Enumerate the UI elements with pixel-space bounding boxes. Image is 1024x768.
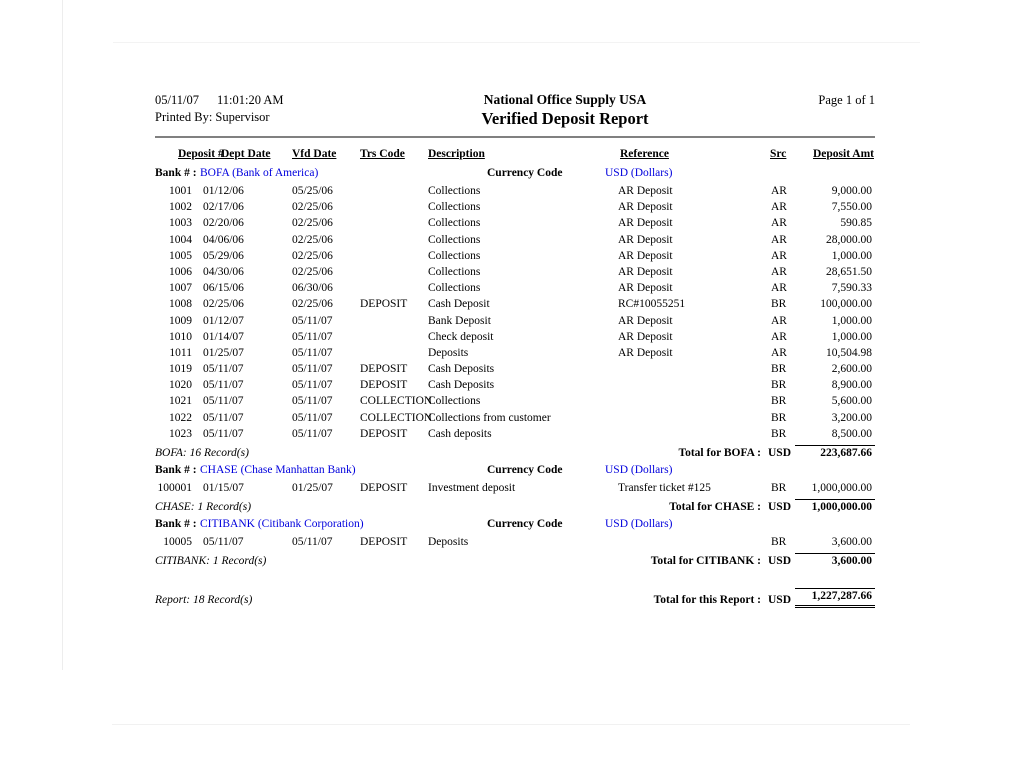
column-header-trs-code: Trs Code <box>360 148 405 160</box>
group-total-row <box>155 496 875 515</box>
cell-trs-code <box>360 248 428 264</box>
group-total-amount: 3,600.00 <box>795 553 875 569</box>
cell-deposit-amt: 1,000.00 <box>831 314 872 327</box>
cell-description: Collections <box>428 233 481 246</box>
cell-dept-date: 05/29/06 <box>203 249 244 262</box>
report-footer: Report: 18 Record(s) <box>155 594 253 607</box>
page-edge-bottom <box>112 724 910 725</box>
currency-code-label: Currency Code <box>487 518 563 531</box>
cell-src: AR <box>771 282 787 295</box>
currency-code-label: Currency Code <box>487 464 563 476</box>
cell-vfd-date: 05/11/07 <box>292 346 333 359</box>
currency-code-label: Currency Code <box>487 167 563 179</box>
cell-deposit-amt: 10,504.98 <box>826 346 872 359</box>
table-row <box>155 426 875 442</box>
report-total-label: Total for this Report : <box>653 594 761 607</box>
cell-dept-date: 02/25/06 <box>203 298 244 311</box>
cell-deposit-amt: 2,600.00 <box>831 363 872 376</box>
cell-dept-date: 04/06/06 <box>203 233 244 246</box>
cell-dept-date: 05/11/07 <box>203 379 244 392</box>
cell-description: Cash Deposit <box>428 298 490 311</box>
cell-vfd-date: 05/11/07 <box>292 427 333 440</box>
table-row <box>155 393 875 409</box>
table-row <box>155 534 875 550</box>
page-number: Page 1 of 1 <box>818 93 875 107</box>
cell-src: AR <box>771 249 787 262</box>
cell-deposit-num: 1022 <box>169 411 192 424</box>
cell-trs-code: DEPOSIT <box>360 298 408 311</box>
cell-description: Deposits <box>428 536 469 549</box>
cell-deposit-num: 10005 <box>163 536 192 549</box>
bank-number-label: Bank # : <box>155 464 197 476</box>
cell-description: Collections <box>428 249 481 262</box>
print-time: 11:01:20 AM <box>216 93 284 107</box>
group-total-currency: USD <box>768 447 792 459</box>
group-total-label: Total for CITIBANK : <box>650 555 761 568</box>
cell-deposit-amt: 7,590.33 <box>831 282 872 295</box>
cell-description: Cash Deposits <box>428 363 495 376</box>
cell-trs-code: DEPOSIT <box>360 482 408 494</box>
table-row <box>155 361 875 377</box>
cell-vfd-date: 05/11/07 <box>292 411 333 424</box>
cell-description: Collections <box>428 185 481 197</box>
column-header-description: Description <box>428 148 485 160</box>
cell-deposit-amt: 8,900.00 <box>831 379 872 392</box>
table-row <box>155 345 875 361</box>
table-row <box>155 313 875 329</box>
cell-vfd-date: 01/25/07 <box>292 482 333 494</box>
cell-deposit-num: 1011 <box>169 346 192 359</box>
cell-reference <box>618 426 771 442</box>
cell-deposit-num: 1008 <box>169 298 192 311</box>
cell-src: AR <box>771 185 787 197</box>
cell-vfd-date: 05/11/07 <box>292 395 333 408</box>
report-total-row <box>155 586 875 608</box>
group-total-amount: 223,687.66 <box>795 445 875 461</box>
cell-vfd-date: 05/11/07 <box>292 330 333 343</box>
cell-deposit-amt: 590.85 <box>840 217 872 230</box>
cell-trs-code <box>360 232 428 248</box>
cell-vfd-date: 05/25/06 <box>292 185 333 197</box>
cell-deposit-num: 1021 <box>169 395 192 408</box>
cell-description: Investment deposit <box>428 482 516 494</box>
cell-src: AR <box>771 314 787 327</box>
cell-trs-code: COLLECTION <box>360 395 433 408</box>
cell-src: AR <box>771 265 787 278</box>
cell-trs-code <box>360 313 428 329</box>
cell-deposit-amt: 28,000.00 <box>826 233 872 246</box>
cell-deposit-num: 1005 <box>169 249 192 262</box>
report-page <box>155 92 875 608</box>
cell-dept-date: 01/12/06 <box>203 185 244 197</box>
cell-description: Collections <box>428 395 481 408</box>
bank-name-link[interactable]: BOFA (Bank of America) <box>200 167 319 179</box>
currency-code-link[interactable]: USD (Dollars) <box>605 518 673 531</box>
cell-dept-date: 01/14/07 <box>203 330 244 343</box>
table-row <box>155 480 875 496</box>
cell-description: Bank Deposit <box>428 314 491 327</box>
cell-deposit-num: 1004 <box>169 233 192 246</box>
cell-deposit-num: 1002 <box>169 201 192 214</box>
cell-deposit-num: 100001 <box>157 482 192 494</box>
cell-deposit-num: 1019 <box>169 363 192 376</box>
cell-deposit-amt: 7,550.00 <box>831 201 872 214</box>
group-total-row <box>155 550 875 569</box>
cell-dept-date: 01/15/07 <box>203 482 244 494</box>
cell-trs-code: DEPOSIT <box>360 379 408 392</box>
cell-description: Collections <box>428 282 481 295</box>
table-row <box>155 183 875 199</box>
cell-src: AR <box>771 346 787 359</box>
cell-src: AR <box>771 201 787 214</box>
cell-dept-date: 02/20/06 <box>203 217 244 230</box>
bank-name-link[interactable]: CHASE (Chase Manhattan Bank) <box>200 464 356 476</box>
cell-deposit-amt: 8,500.00 <box>831 427 872 440</box>
cell-deposit-amt: 1,000.00 <box>831 330 872 343</box>
bank-header-row <box>155 461 875 480</box>
company-name: National Office Supply USA <box>483 92 647 107</box>
table-row <box>155 248 875 264</box>
group-total-currency: USD <box>768 501 792 514</box>
cell-reference: AR Deposit <box>618 314 673 327</box>
column-header-vfd-date: Vfd Date <box>292 148 337 160</box>
cell-reference <box>618 534 771 550</box>
bank-header-row <box>155 515 875 534</box>
cell-deposit-num: 1023 <box>169 427 192 440</box>
table-row <box>155 280 875 296</box>
cell-vfd-date: 02/25/06 <box>292 298 333 311</box>
column-header-deposit-num: Deposit # <box>178 148 224 160</box>
table-row <box>155 296 875 312</box>
cell-vfd-date: 05/11/07 <box>292 314 333 327</box>
table-row <box>155 215 875 231</box>
bank-header-row <box>155 164 875 183</box>
print-date: 05/11/07 <box>155 93 199 107</box>
cell-reference: AR Deposit <box>618 282 673 295</box>
cell-reference: AR Deposit <box>618 265 673 278</box>
group-total-label: Total for BOFA : <box>678 447 761 459</box>
cell-dept-date: 05/11/07 <box>203 536 244 549</box>
cell-deposit-num: 1020 <box>169 379 192 392</box>
cell-vfd-date: 05/11/07 <box>292 363 333 376</box>
cell-src: AR <box>771 330 787 343</box>
column-header-row <box>155 148 875 164</box>
report-total-currency: USD <box>768 594 792 607</box>
cell-reference: AR Deposit <box>618 201 673 214</box>
cell-trs-code: DEPOSIT <box>360 536 408 549</box>
cell-trs-code <box>360 215 428 231</box>
cell-src: BR <box>771 427 787 440</box>
header-spacer <box>755 108 875 129</box>
cell-dept-date: 01/12/07 <box>203 314 244 327</box>
cell-trs-code <box>360 199 428 215</box>
cell-trs-code: DEPOSIT <box>360 427 408 440</box>
cell-trs-code <box>360 345 428 361</box>
cell-src: AR <box>771 233 787 246</box>
cell-reference <box>618 410 771 426</box>
group-total-currency: USD <box>768 555 792 568</box>
cell-vfd-date: 02/25/06 <box>292 249 333 262</box>
cell-deposit-num: 1006 <box>169 265 192 278</box>
cell-deposit-amt: 28,651.50 <box>826 265 872 278</box>
print-datetime <box>155 92 375 108</box>
cell-vfd-date: 02/25/06 <box>292 217 333 230</box>
cell-reference: Transfer ticket #125 <box>618 482 711 494</box>
cell-description: Cash Deposits <box>428 379 495 392</box>
cell-description: Check deposit <box>428 330 494 343</box>
cell-vfd-date: 02/25/06 <box>292 265 333 278</box>
cell-reference: AR Deposit <box>618 249 673 262</box>
cell-vfd-date: 05/11/07 <box>292 379 333 392</box>
cell-vfd-date: 05/11/07 <box>292 536 333 549</box>
report-header-line1 <box>155 92 875 108</box>
cell-dept-date: 06/15/06 <box>203 282 244 295</box>
cell-description: Collections <box>428 265 481 278</box>
cell-deposit-amt: 9,000.00 <box>831 185 872 197</box>
cell-vfd-date: 02/25/06 <box>292 233 333 246</box>
table-row <box>155 264 875 280</box>
cell-description: Deposits <box>428 346 469 359</box>
cell-trs-code <box>360 329 428 345</box>
cell-reference <box>618 393 771 409</box>
cell-reference: AR Deposit <box>618 330 673 343</box>
cell-deposit-amt: 100,000.00 <box>820 298 872 311</box>
cell-src: AR <box>771 217 787 230</box>
group-total-amount: 1,000,000.00 <box>795 499 875 515</box>
cell-src: BR <box>771 298 787 311</box>
cell-deposit-num: 1010 <box>169 330 192 343</box>
cell-trs-code: COLLECTION <box>360 411 433 424</box>
cell-src: BR <box>771 395 787 408</box>
cell-vfd-date: 02/25/06 <box>292 201 333 214</box>
cell-deposit-amt: 1,000.00 <box>831 249 872 262</box>
cell-trs-code <box>360 280 428 296</box>
column-header-dept-date: Dept Date <box>221 148 271 160</box>
cell-dept-date: 02/17/06 <box>203 201 244 214</box>
header-rule <box>155 136 875 138</box>
cell-src: BR <box>771 411 787 424</box>
currency-code-link[interactable]: USD (Dollars) <box>605 167 673 179</box>
cell-dept-date: 04/30/06 <box>203 265 244 278</box>
table-row <box>155 199 875 215</box>
column-header-deposit-amt: Deposit Amt <box>812 148 874 160</box>
cell-trs-code <box>360 183 428 199</box>
report-total-amount: 1,227,287.66 <box>795 588 875 608</box>
printed-by: Printed By: Supervisor <box>155 110 270 124</box>
cell-reference: RC#10055251 <box>618 298 686 311</box>
cell-description: Cash deposits <box>428 427 492 440</box>
cell-reference: AR Deposit <box>618 185 673 197</box>
group-total-label: Total for CHASE : <box>669 501 761 514</box>
group-total-row <box>155 442 875 461</box>
cell-reference: AR Deposit <box>618 346 673 359</box>
table-row <box>155 410 875 426</box>
cell-src: BR <box>771 536 787 549</box>
cell-dept-date: 05/11/07 <box>203 395 244 408</box>
cell-deposit-amt: 5,600.00 <box>831 395 872 408</box>
currency-code-link[interactable]: USD (Dollars) <box>605 464 673 476</box>
table-body <box>155 164 875 569</box>
cell-src: BR <box>771 379 787 392</box>
cell-dept-date: 05/11/07 <box>203 411 244 424</box>
group-record-count: BOFA: 16 Record(s) <box>155 447 249 459</box>
cell-vfd-date: 06/30/06 <box>292 282 333 295</box>
cell-trs-code <box>360 264 428 280</box>
cell-reference <box>618 377 771 393</box>
bank-name-link[interactable]: CITIBANK (Citibank Corporation) <box>200 518 364 531</box>
cell-deposit-num: 1003 <box>169 217 192 230</box>
report-title: Verified Deposit Report <box>481 109 649 128</box>
cell-description: Collections from customer <box>428 411 551 424</box>
cell-deposit-amt: 3,200.00 <box>831 411 872 424</box>
table-row <box>155 232 875 248</box>
cell-deposit-num: 1009 <box>169 314 192 327</box>
cell-reference <box>618 361 771 377</box>
column-header-src: Src <box>770 148 787 160</box>
cell-deposit-num: 1001 <box>169 185 192 197</box>
cell-dept-date: 05/11/07 <box>203 363 244 376</box>
group-record-count: CITIBANK: 1 Record(s) <box>155 555 267 568</box>
page-edge-left <box>62 0 63 670</box>
cell-reference: AR Deposit <box>618 233 673 246</box>
cell-dept-date: 01/25/07 <box>203 346 244 359</box>
column-header-reference: Reference <box>620 148 669 160</box>
bank-number-label: Bank # : <box>155 167 197 179</box>
page-edge-top-ghost <box>113 42 920 43</box>
cell-dept-date: 05/11/07 <box>203 427 244 440</box>
bank-number-label: Bank # : <box>155 518 197 531</box>
table-row <box>155 377 875 393</box>
cell-deposit-amt: 3,600.00 <box>831 536 872 549</box>
group-record-count: CHASE: 1 Record(s) <box>155 501 252 514</box>
cell-deposit-amt: 1,000,000.00 <box>811 482 872 494</box>
cell-deposit-num: 1007 <box>169 282 192 295</box>
report-header-line2 <box>155 108 875 129</box>
cell-reference: AR Deposit <box>618 217 673 230</box>
cell-description: Collections <box>428 217 481 230</box>
cell-trs-code: DEPOSIT <box>360 363 408 376</box>
cell-src: BR <box>771 363 787 376</box>
cell-description: Collections <box>428 201 481 214</box>
cell-src: BR <box>771 482 787 494</box>
table-row <box>155 329 875 345</box>
